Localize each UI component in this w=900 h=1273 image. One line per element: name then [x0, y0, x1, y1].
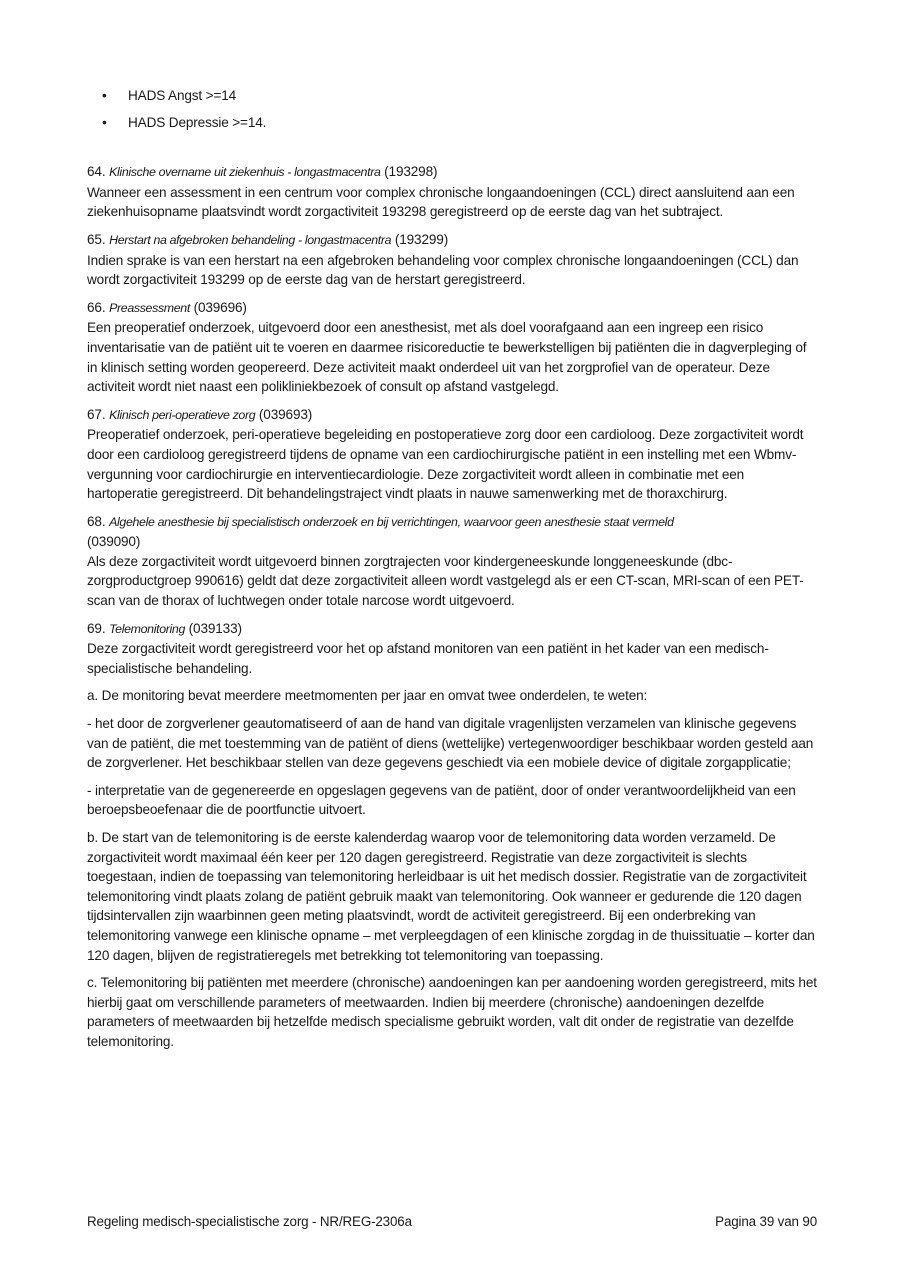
section-number: 69.: [87, 620, 106, 636]
list-item-text: HADS Angst >=14: [128, 88, 237, 103]
section-64: [87, 162, 817, 222]
section-title: Algehele anesthesie bij specialistisch onderzoek en bij verrichtingen, waarvoor geen anesthesie staat vermeld: [109, 514, 674, 529]
section-number: 65.: [87, 231, 106, 247]
section-title: Preassessment: [109, 300, 190, 315]
section-67: [87, 405, 817, 504]
section-body: Een preoperatief onderzoek, uitgevoerd door een anesthesist, met als doel voorafgaand aan een ingreep een risico inventarisatie van de patiënt uit te voeren en daarmee risicoreductie te bewerkstelligen bij patiënten die in dagverpleging of in klinisch setting worden geopereerd. Deze activiteit maakt onderdeel uit van het zorgprofiel van de operateur. Deze activiteit wordt niet naast een polikliniekbezoek of consult op afstand vastgelegd.: [87, 320, 807, 395]
section-code: (039693): [258, 406, 313, 422]
section-heading: [87, 298, 817, 319]
section-code: (193298): [384, 164, 438, 180]
section-heading: [87, 230, 817, 251]
section-number: 64.: [87, 164, 106, 180]
footer-document-title: Regeling medisch-specialistische zorg - NR/REG-2306a: [87, 1214, 412, 1229]
list-item: [87, 113, 817, 133]
section-code: (039090): [87, 534, 141, 550]
section-heading: [87, 405, 817, 426]
list-item-text: HADS Depressie >=14.: [128, 114, 267, 130]
telemonitoring-paragraph-a: a. De monitoring bevat meerdere meetmomenten per jaar en omvat twee onderdelen, te weten:: [87, 688, 648, 704]
telemonitoring-paragraph-c: c. Telemonitoring bij patiënten met meerdere (chronische) aandoeningen kan per aandoening worden geregistreerd, mits het hierbij gaat om verschillende parameters of meetwaarden. Indien bij meerdere (chronische) aandoeningen dezelfde parameters of meetwaarden bij hetzelfde medisch specialisme gebruikt worden, valt dit onder de registratie van dezelfde telemonitoring.: [87, 975, 817, 1049]
section-69: [87, 619, 817, 679]
section-title: Telemonitoring: [109, 621, 186, 636]
hads-criteria-list: [87, 86, 817, 132]
document-page: [87, 86, 817, 1060]
section-title: Herstart na afgebroken behandeling - longastmacentra: [109, 232, 392, 247]
section-number: 66.: [87, 299, 106, 315]
section-title: Klinische overname uit ziekenhuis - longastmacentra: [109, 165, 381, 180]
section-66: [87, 298, 817, 397]
section-code: (039133): [188, 620, 242, 636]
section-body: Wanneer een assessment in een centrum voor complex chronische longaandoeningen (CCL) direct aansluitend aan een ziekenhuisopname plaatsvindt wordt zorgactiviteit 193298 geregistreerd op de eerste dag van het subtraject.: [87, 184, 795, 220]
bullet-icon: •: [102, 114, 107, 130]
telemonitoring-paragraph-a-item-2: - interpretatie van de gegenereerde en opgeslagen gegevens van de patiënt, door of onder verantwoordelijkheid van een beroepsbeoefenaar die de poortfunctie uitvoert.: [87, 782, 796, 818]
section-code: (039696): [193, 299, 247, 315]
section-code: (193299): [394, 231, 449, 247]
section-heading: [87, 162, 817, 183]
section-number: 68.: [87, 513, 106, 529]
section-body: Deze zorgactiviteit wordt geregistreerd voor het op afstand monitoren van een patiënt in het kader van een medisch-specialistische behandeling.: [87, 641, 769, 676]
section-title: Klinisch peri-operatieve zorg: [109, 407, 256, 422]
list-item: [87, 86, 817, 106]
section-heading: [87, 512, 817, 552]
page-footer: [87, 1213, 817, 1231]
footer-page-number: Pagina 39 van 90: [715, 1214, 817, 1229]
section-number: 67.: [87, 406, 106, 422]
section-65: [87, 230, 817, 290]
section-heading: [87, 619, 817, 640]
section-body: Als deze zorgactiviteit wordt uitgevoerd binnen zorgtrajecten voor kindergeneeskunde longgeneeskunde (dbc-zorgproductgroep 990616) geldt dat deze zorgactiviteit alleen wordt vastgelegd als er een CT-scan, MRI-scan of een PET-scan van de thorax of luchtwegen onder totale narcose wordt uitgevoerd.: [87, 553, 804, 609]
section-body: Indien sprake is van een herstart na een afgebroken behandeling voor complex chronische longaandoeningen (CCL) dan wordt zorgactiviteit 193299 op de eerste dag van de herstart geregistreerd.: [87, 252, 799, 288]
telemonitoring-paragraph-a-item-1: - het door de zorgverlener geautomatiseerd of aan de hand van digitale vragenlijsten verzamelen van klinische gegevens van de patiënt, die met toestemming van de patiënt of diens (wettelijke) vertegenwoordiger beschikbaar worden gesteld aan de zorgverlener. Het beschikbaar stellen van deze gegevens geschiedt via een mobiele device of digitale zorgapplicatie;: [87, 716, 814, 771]
section-68: [87, 512, 817, 611]
telemonitoring-paragraph-b: b. De start van de telemonitoring is de eerste kalenderdag waarop voor de telemonitoring data worden verzameld. De zorgactiviteit wordt maximaal één keer per 120 dagen geregistreerd. Registratie van deze zorgactiviteit is slechts toegestaan, indien de toepassing van telemonitoring herleidbaar is uit het medisch dossier. Registratie van de zorgactiviteit telemonitoring vindt plaats zolang de patiënt gebruik maakt van telemonitoring. Ook wanneer er gedurende die 120 dagen tijdsintervallen zijn waarbinnen geen meting plaatsvindt, wordt de activiteit geregistreerd. Bij een onderbreking van telemonitoring vanwege een klinische opname – met verpleegdagen of een klinische zorgdag in de thuissituatie – korter dan 120 dagen, blijven de registratieregels met betrekking tot telemonitoring van toepassing.: [87, 830, 815, 963]
bullet-icon: •: [102, 88, 107, 103]
section-body: Preoperatief onderzoek, peri-operatieve begeleiding en postoperatieve zorg door een cardioloog. Deze zorgactiviteit wordt door een cardioloog geregistreerd tijdens de opname van een cardiochirurgische patiënt in een instelling met een Wbmv-vergunning voor cardiochirurgie en interventiecardiologie. Deze zorgactiviteit wordt alleen in combinatie met een hartoperatie geregistreerd. Dit behandelingstraject vindt plaats in nauwe samenwerking met de thoraxchirurg.: [87, 427, 804, 502]
